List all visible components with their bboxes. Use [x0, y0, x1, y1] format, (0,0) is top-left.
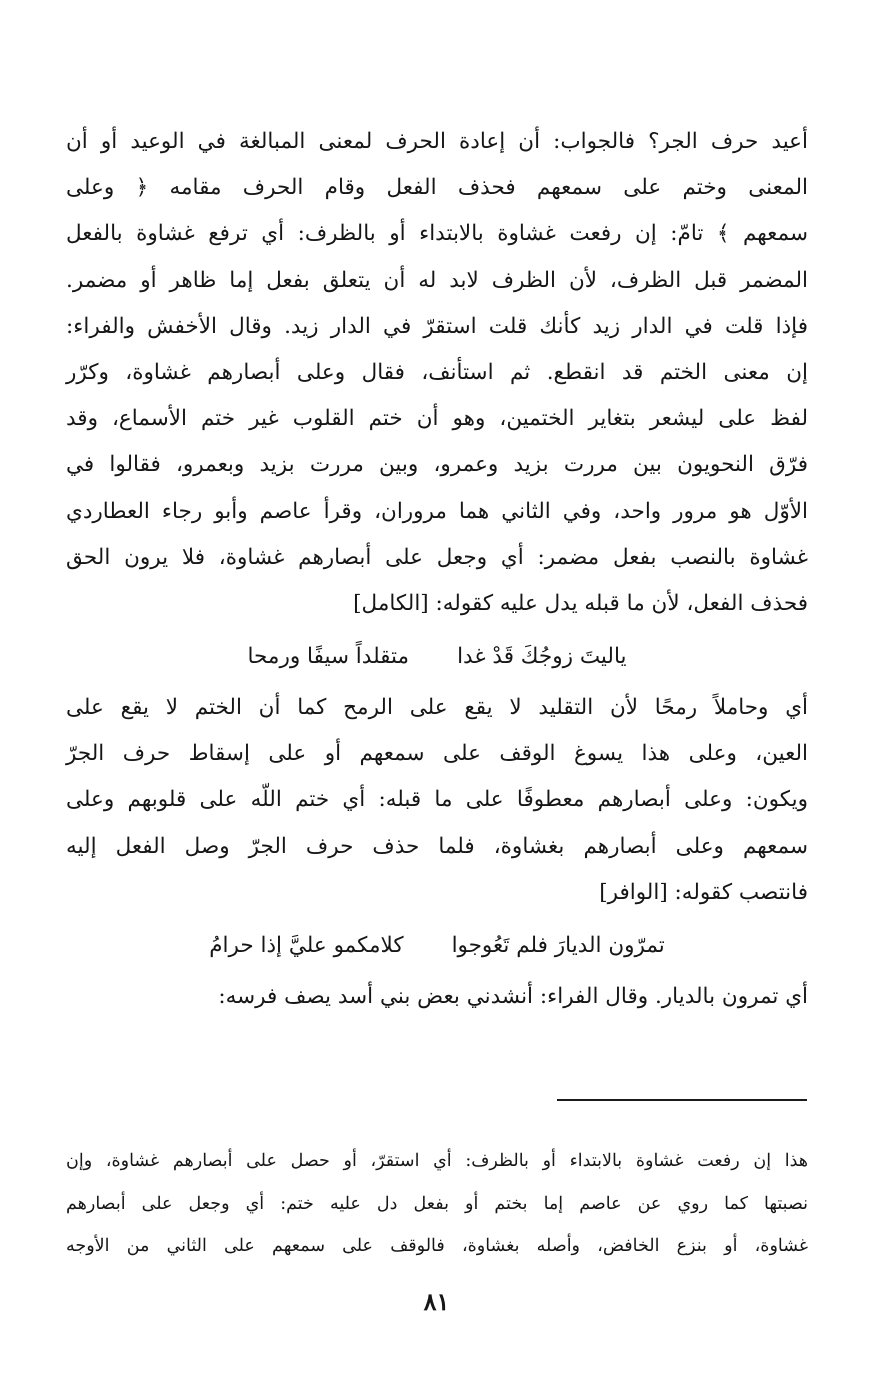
poetry-verse — [66, 916, 808, 974]
text-line: المضمر قبل الظرف، لأن الظرف لابد له أن يتعلق بفعل إما ظاهر أو مضمر. — [66, 267, 808, 293]
text-line: الأوّل هو مرور واحد، وفي الثاني هما مروران، وقرأ عاصم وأبو رجاء العطاردي — [66, 498, 808, 524]
footnote-line: نصبتها كما روي عن عاصم إما بختم أو بفعل دل عليه ختم: أي وجعل على أبصارهم — [66, 1193, 808, 1214]
text-line: فرّق النحويون بين مررت بزيد وعمرو، وبين مررت بزيد وبعمرو، فقالوا في — [66, 452, 808, 478]
verse-second-hemistich: متقلداً سيفًا ورمحا — [247, 643, 410, 669]
text-line: أي تمرون بالديار. وقال الفراء: أنشدني بعض بني أسد يصف فرسه: — [218, 984, 808, 1009]
text-line: فحذف الفعل، لأن ما قبله يدل عليه كقوله: [الكامل] — [353, 590, 808, 616]
footnote-line: غشاوة، أو بنزع الخافض، وأصله بغشاوة، فالوقف على سمعهم على الثاني من الأوجه — [66, 1236, 808, 1257]
footnotes — [66, 1140, 808, 1268]
text-line: سمعهم ﴾ تامّ: إن رفعت غشاوة بالابتداء أو بالظرف: أي ترفع غشاوة بالفعل — [66, 221, 808, 247]
text-line: غشاوة بالنصب بفعل مضمر: أي وجعل على أبصارهم غشاوة، فلا يرون الحق — [66, 544, 808, 570]
text-line: العين، وعلى هذا يسوغ الوقف على سمعهم أو على إسقاط حرف الجرّ — [66, 741, 808, 767]
text-line: سمعهم وعلى أبصارهم بغشاوة، فلما حذف حرف الجرّ وصل الفعل إليه — [66, 833, 808, 859]
main-text — [66, 119, 808, 1020]
text-line: المعنى وختم على سمعهم فحذف الفعل وقام الحرف مقامه ﴿ وعلى — [66, 175, 808, 201]
text-line: أعيد حرف الجر؟ فالجواب: أن إعادة الحرف لمعنى المبالغة في الوعيد أو أن — [66, 129, 808, 154]
footnote-divider — [557, 1099, 807, 1101]
verse-first-hemistich: تمرّون الديارَ فلم تَعُوجوا — [451, 932, 665, 958]
verse-second-hemistich: كلامكمو عليَّ إذا حرامُ — [209, 932, 404, 958]
text-line: ويكون: وعلى أبصارهم معطوفًا على ما قبله: أي ختم اللّه على قلوبهم وعلى — [66, 787, 808, 813]
text-line: إن معنى الختم قد انقطع. ثم استأنف، فقال وعلى أبصارهم غشاوة، وكرّر — [66, 359, 808, 385]
text-line: فانتصب كقوله: [الوافر] — [599, 879, 808, 905]
footnote-line: هذا إن رفعت غشاوة بالابتداء أو بالظرف: أي استقرّ، أو حصل على أبصارهم غشاوة، وإن — [66, 1151, 808, 1171]
text-line: فإذا قلت في الدار زيد كأنك قلت استقرّ في الدار زيد. وقال الأخفش والفراء: — [66, 313, 808, 339]
text-line: لفظ على ليشعر بتغاير الختمين، وهو أن ختم القلوب غير ختم الأسماع، وقد — [66, 406, 808, 432]
text-line: أي وحاملاً رمحًا لأن التقليد لا يقع على الرمح كما أن الختم لا يقع على — [66, 695, 808, 721]
verse-first-hemistich: ياليتَ زوجُكَ قَدْ غدا — [457, 643, 627, 669]
page-number: ٨١ — [423, 1287, 450, 1316]
poetry-verse — [66, 627, 808, 685]
